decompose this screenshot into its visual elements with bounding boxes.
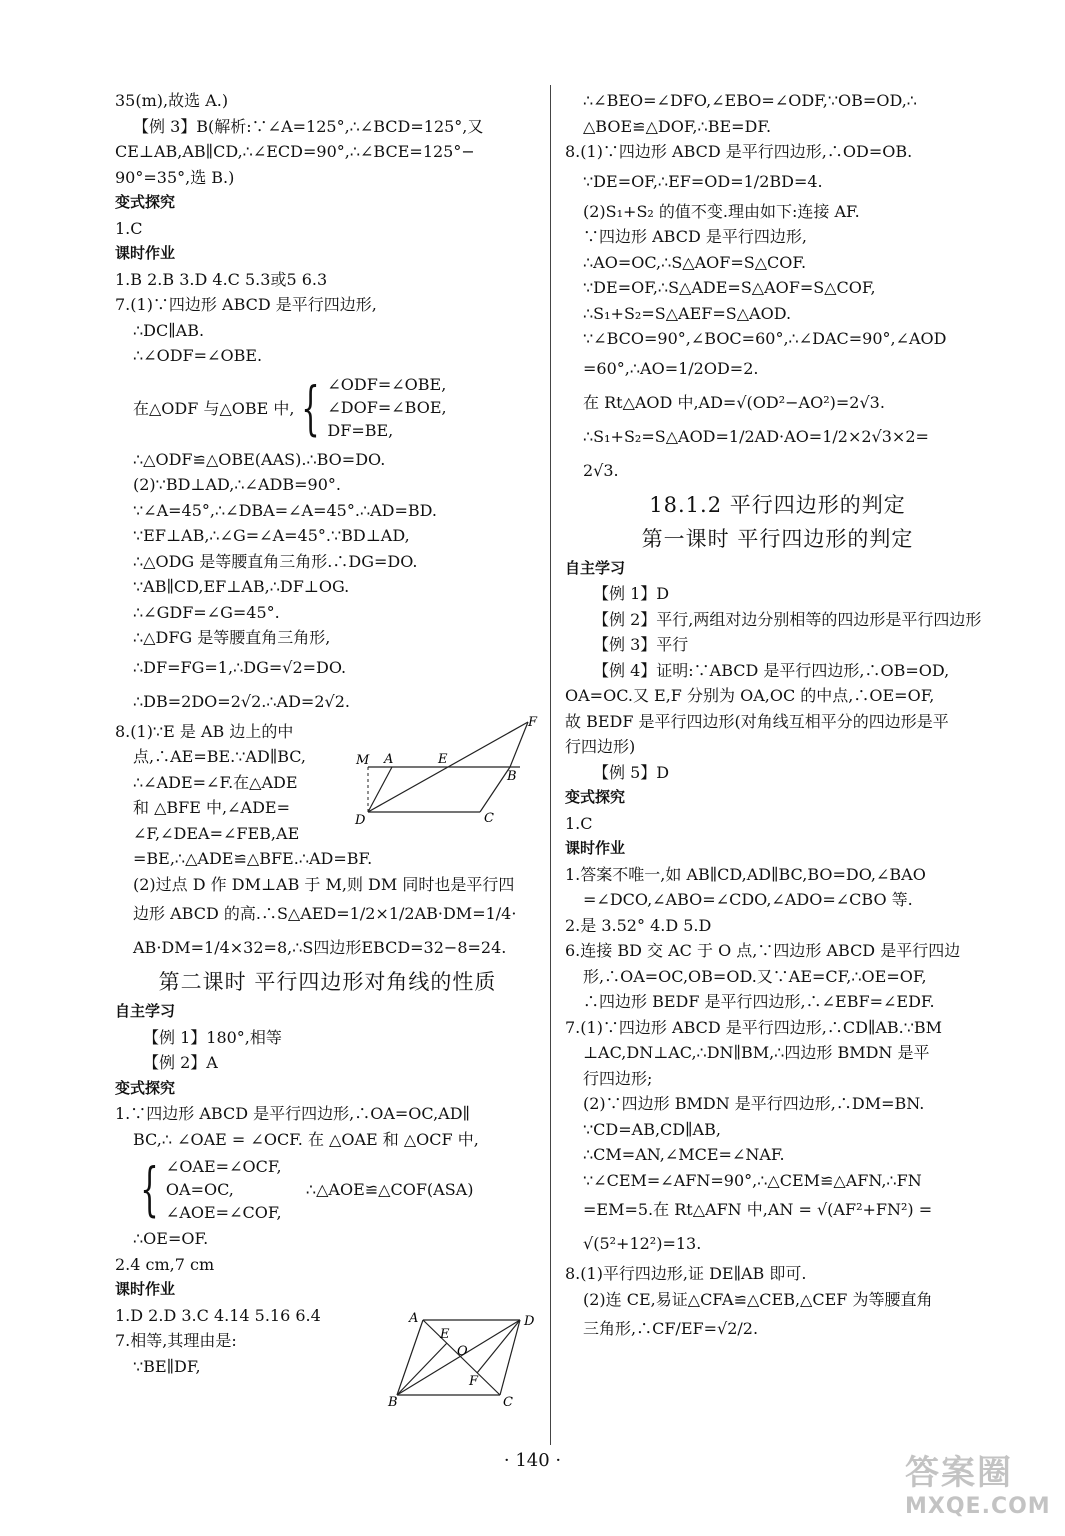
text-line: ∴DB=2DO=2√2.∴AD=2√2. xyxy=(133,691,350,711)
text-line: 2√3. xyxy=(583,460,619,480)
system-row: ∠AOE=∠COF, xyxy=(165,1202,282,1222)
text-line: 7.(1)∵四边形 ABCD 是平行四边形,∴CD∥AB.∵BM xyxy=(565,1017,943,1037)
text-line: 【例 3】平行 xyxy=(593,635,689,654)
system-rows xyxy=(327,373,446,442)
text-line: ∵EF⊥AB,∴∠G=∠A=45°.∵BD⊥AD, xyxy=(133,526,410,545)
point-label: D xyxy=(524,1314,535,1329)
text-line: 在 Rt△AOD 中,AD=√(OD²−AO²)=2√3. xyxy=(583,392,885,412)
text-line: 和 △BFE 中,∠ADE= xyxy=(133,798,290,817)
text-line: 7.(1)∵四边形 ABCD 是平行四边形, xyxy=(115,295,377,314)
text-line: 【例 1】D xyxy=(593,584,670,603)
system-row: ∠OAE=∠OCF, xyxy=(165,1156,282,1176)
equation-system xyxy=(115,1154,540,1224)
system-rows xyxy=(166,1155,306,1224)
text-line: ∵AB∥CD,EF⊥AB,∴DF⊥OG. xyxy=(133,577,350,596)
text-line: ∴△ODF≌△OBE(AAS).∴BO=DO. xyxy=(133,449,386,469)
text-line: ∵四边形 ABCD 是平行四边形, xyxy=(583,227,807,246)
text-line: ∠F,∠DEA=∠FEB,AE xyxy=(133,823,300,843)
text-line: 8.(1)平行四边形,证 DE∥AB 即可. xyxy=(565,1264,807,1283)
section-label: 变式探究 xyxy=(565,788,626,806)
text-line: (2)S₁+S₂ 的值不变.理由如下:连接 AF. xyxy=(583,201,860,221)
text-line: ∴△ODG 是等腰直角三角形.∴DG=DO. xyxy=(133,551,418,571)
text-line: ∴S₁+S₂=S△AOD=1/2AD·AO=1/2×2√3×2= xyxy=(583,426,929,446)
text-line: (2)过点 D 作 DM⊥AB 于 M,则 DM 同时也是平行四 xyxy=(133,874,515,894)
text-line: 2.是 3.52° 4.D 5.D xyxy=(565,915,712,935)
point-label: E xyxy=(438,752,448,767)
section-heading: 第二课时 平行四边形对角线的性质 xyxy=(158,970,497,994)
text-line: ∴∠ODF=∠OBE. xyxy=(133,346,263,365)
watermark-top: 答案圈 xyxy=(905,1453,1013,1493)
text-line: 行四边形) xyxy=(565,737,636,756)
text-line: CE⊥AB,AB∥CD,∴∠ECD=90°,∴∠BCE=125°− xyxy=(115,142,475,161)
text-line: (2)连 CE,易证△CFA≌△CEB,△CEF 为等腰直角 xyxy=(583,1289,933,1309)
text-line: 1.答案不唯一,如 AB∥CD,AD∥BC,BO=DO,∠BAO xyxy=(565,864,926,884)
text-line: (2)∵四边形 BMDN 是平行四边形,∴DM=BN. xyxy=(583,1094,925,1113)
text-line: 1.C xyxy=(565,813,593,833)
text-line: ∵∠A=45°,∴∠DBA=∠A=45°.∴AD=BD. xyxy=(133,500,438,520)
text-line: 90°=35°,选 B.) xyxy=(115,167,235,187)
text-line: ∵DE=OF,∴S△ADE=S△AOF=S△COF, xyxy=(583,278,876,297)
section-label: 课时作业 xyxy=(565,839,626,857)
section-label: 课时作业 xyxy=(115,244,176,262)
brace: { xyxy=(140,1155,159,1223)
point-label: F xyxy=(469,1374,479,1389)
text-line: 三角形,∴CF/EF=√2/2. xyxy=(583,1319,759,1338)
right-column xyxy=(565,88,990,1346)
section-label: 变式探究 xyxy=(115,1078,176,1097)
page-number: · 140 · xyxy=(503,1450,562,1471)
text-line: ∵BE∥DF, xyxy=(133,1356,201,1376)
text-line: 6.连接 BD 交 AC 于 O 点,∵四边形 ABCD 是平行四边 xyxy=(565,941,961,960)
text-line: 7.相等,其理由是: xyxy=(115,1331,237,1350)
text-line: ∴∠BEO=∠DFO,∠EBO=∠ODF,∵OB=OD,∴ xyxy=(583,91,917,110)
text-line: =∠DCO,∠ABO=∠CDO,∠ADO=∠CBO 等. xyxy=(583,890,913,909)
system-row: OA=OC, xyxy=(165,1179,234,1199)
text-line: 1.D 2.D 3.C 4.14 5.16 6.4 xyxy=(115,1305,321,1325)
watermark-bottom: MXQE.COM xyxy=(905,1494,1051,1519)
text-line: 8.(1)∵四边形 ABCD 是平行四边形,∴OD=OB. xyxy=(565,142,913,161)
text-line: ∵DE=OF,∴EF=OD=1/2BD=4. xyxy=(583,171,823,191)
section-label: 自主学习 xyxy=(565,558,626,577)
section-label: 课时作业 xyxy=(115,1280,176,1298)
text-line: ∴OE=OF. xyxy=(133,1229,209,1248)
text-line: 2.4 cm,7 cm xyxy=(115,1254,215,1274)
point-label: A xyxy=(409,1311,419,1326)
text-line: ∴DC∥AB. xyxy=(133,320,205,340)
text-line: 【例 5】D xyxy=(593,762,670,782)
text-line: (2)∵BD⊥AD,∴∠ADB=90°. xyxy=(133,475,341,494)
text-line: 【例 2】平行,两组对边分别相等的四边形是平行四边形 xyxy=(593,609,982,629)
text-line: 1.∵四边形 ABCD 是平行四边形,∴OA=OC,AD∥ xyxy=(115,1104,470,1123)
text-line: ∴四边形 BEDF 是平行四边形,∴∠EBF=∠EDF. xyxy=(583,992,935,1011)
brace: { xyxy=(301,373,321,442)
system-row: DF=BE, xyxy=(327,421,394,440)
section-label: 自主学习 xyxy=(115,1002,176,1020)
text-line: 边形 ABCD 的高.∴S△AED=1/2×1/2AB·DM=1/4· xyxy=(133,904,517,923)
text-line: AB·DM=1/4×32=8,∴S四边形EBCD=32−8=24. xyxy=(133,938,507,957)
text-line: ∴DF=FG=1,∴DG=√2=DO. xyxy=(133,657,347,677)
point-label: D xyxy=(355,813,366,827)
text-line: ⊥AC,DN⊥AC,∴DN∥BM,∴四边形 BMDN 是平 xyxy=(583,1043,930,1062)
text-line: ∵∠BCO=90°,∠BOC=60°,∴∠DAC=90°,∠AOD xyxy=(583,329,947,348)
system-row: ∠DOF=∠BOE, xyxy=(327,398,447,417)
text-line: =BE,∴△ADE≌△BFE.∴AD=BF. xyxy=(133,849,373,868)
point-label: A xyxy=(384,752,394,767)
point-label: M xyxy=(356,753,370,768)
equation-system xyxy=(115,373,540,443)
text-line: 1.B 2.B 3.D 4.C 5.3或5 6.3 xyxy=(115,269,328,289)
section-label: 变式探究 xyxy=(115,193,176,211)
text-line: =60°,∴AO=1/2OD=2. xyxy=(583,358,759,378)
text-line: 1.C xyxy=(115,218,143,238)
system-suffix: ∴△AOE≌△COF(ASA) xyxy=(305,1179,474,1199)
text-line: ∴S₁+S₂=S△AEF=S△AOD. xyxy=(583,303,792,323)
system-prefix: 在△ODF 与△OBE 中, xyxy=(133,399,295,418)
point-label: B xyxy=(507,769,517,784)
text-line: 形,∴OA=OC,OB=OD.又∵AE=CF,∴OE=OF, xyxy=(583,966,927,986)
text-line: 8.(1)∵E 是 AB 边上的中 xyxy=(115,721,294,741)
text-line: ∴CM=AN,∠MCE=∠NAF. xyxy=(583,1145,785,1164)
text-line: ∴△DFG 是等腰直角三角形, xyxy=(133,628,331,647)
text-line: ∴∠GDF=∠G=45°. xyxy=(133,602,280,622)
text-line: BC,∴ ∠OAE = ∠OCF. 在 △OAE 和 △OCF 中, xyxy=(133,1129,479,1149)
text-line: 故 BEDF 是平行四边形(对角线互相平分的四边形是平 xyxy=(565,711,949,731)
text-line: ∴AO=OC,∴S△AOF=S△COF. xyxy=(583,252,807,272)
text-line: △BOE≌△DOF,∴BE=DF. xyxy=(583,116,772,136)
text-line: √(5²+12²)=13. xyxy=(583,1234,702,1253)
watermark-logo xyxy=(905,1452,1051,1524)
point-label: C xyxy=(484,811,494,826)
section-heading: 18.1.2 平行四边形的判定 xyxy=(649,492,906,517)
point-label: E xyxy=(440,1327,450,1342)
text-line: 【例 3】B(解析:∵∠A=125°,∴∠BCD=125°,又 xyxy=(133,116,484,136)
text-line: 【例 4】证明:∵ABCD 是平行四边形,∴OB=OD, xyxy=(593,660,950,680)
point-label: C xyxy=(503,1395,513,1410)
text-line: ∵∠CEM=∠AFN=90°,∴△CEM≌△AFN,∴FN xyxy=(583,1170,922,1190)
system-row: ∠ODF=∠OBE, xyxy=(327,375,447,394)
text-line: 【例 2】A xyxy=(143,1053,218,1072)
text-line: 行四边形; xyxy=(583,1068,653,1088)
point-label: O xyxy=(457,1344,468,1359)
text-line: 【例 1】180°,相等 xyxy=(143,1027,282,1047)
text-line: ∵CD=AB,CD∥AB, xyxy=(583,1119,721,1139)
text-line: ∴∠ADE=∠F.在△ADE xyxy=(133,772,298,792)
figure-parallelogram-diagonals xyxy=(385,1310,545,1410)
text-line: OA=OC.又 E,F 分别为 OA,OC 的中点,∴OE=OF, xyxy=(565,686,935,705)
column-divider xyxy=(550,85,551,1445)
text-line: 35(m),故选 A.) xyxy=(115,91,229,110)
figure-parallelogram-extension xyxy=(350,712,545,827)
text-line: 点,∴AE=BE.∵AD∥BC, xyxy=(133,747,307,766)
point-label: F xyxy=(528,715,538,730)
text-line: =EM=5.在 Rt△AFN 中,AN = √(AF²+FN²) = xyxy=(583,1200,933,1219)
section-heading: 第一课时 平行四边形的判定 xyxy=(641,526,914,551)
point-label: B xyxy=(388,1395,398,1410)
